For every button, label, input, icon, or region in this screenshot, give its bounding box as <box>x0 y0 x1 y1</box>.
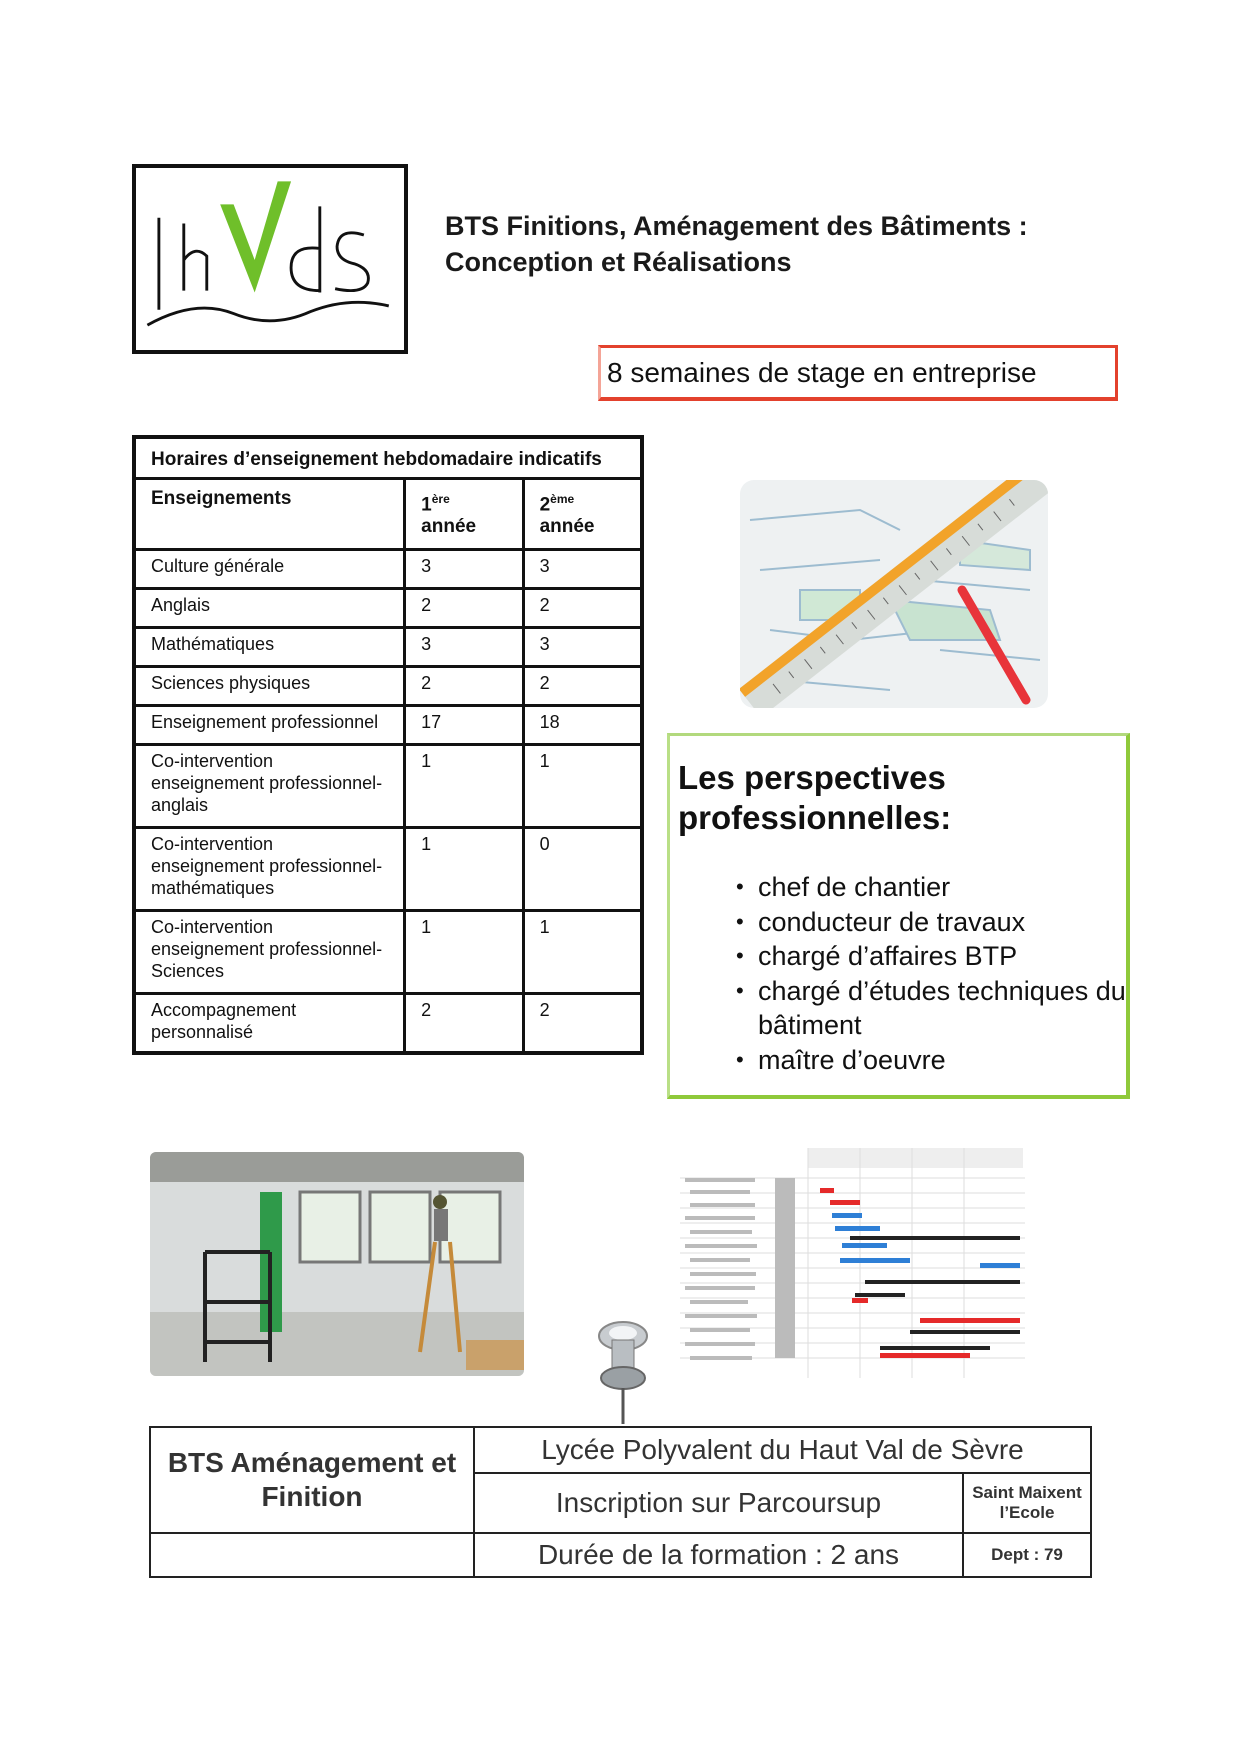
pushpin-icon <box>596 1318 650 1426</box>
table-row <box>134 628 642 667</box>
list-item: • chargé d’affaires BTP <box>736 939 1126 974</box>
row-subject: Accompagnement personnalisé <box>134 994 405 1054</box>
schedule-table <box>132 435 644 1055</box>
table-row <box>134 550 642 589</box>
row-subject: Co-intervention enseignement professionnel-Sciences <box>134 911 405 994</box>
row-subject: Co-intervention enseignement professionnel-mathématiques <box>134 828 405 911</box>
table-row <box>134 706 642 745</box>
list-item: • conducteur de travaux <box>736 905 1126 940</box>
perspectives-title: Les perspectives professionnelles: <box>678 759 952 836</box>
row-subject: Enseignement professionnel <box>134 706 405 745</box>
header-year-1-num: 1 <box>421 494 432 516</box>
inscription-info: Inscription sur Parcoursup <box>474 1473 963 1533</box>
gantt-chart-image <box>680 1148 1025 1388</box>
department-info: Dept : 79 <box>963 1533 1091 1577</box>
row-year-1: 1 <box>405 828 523 911</box>
row-subject: Co-intervention enseignement professionnel-anglais <box>134 745 405 828</box>
header-year-1-word: année <box>421 516 477 538</box>
header-year-1 <box>405 479 523 550</box>
header-year-2-num: 2 <box>539 494 551 516</box>
row-year-1: 1 <box>405 745 523 828</box>
ruler-plan-photo <box>740 480 1048 708</box>
row-year-2: 3 <box>523 550 642 589</box>
row-year-1: 2 <box>405 589 523 628</box>
row-year-2: 0 <box>523 828 642 911</box>
list-item: • chargé d’études techniques du bâtiment <box>736 974 1126 1043</box>
row-subject: Culture générale <box>134 550 405 589</box>
list-item: • maître d’oeuvre <box>736 1043 1126 1078</box>
perspectives-list <box>736 870 1126 1077</box>
row-subject: Sciences physiques <box>134 667 405 706</box>
row-subject: Anglais <box>134 589 405 628</box>
row-year-1: 3 <box>405 550 523 589</box>
row-subject: Mathématiques <box>134 628 405 667</box>
row-year-1: 1 <box>405 911 523 994</box>
schedule-caption: Horaires d’enseignement hebdomadaire indicatifs <box>134 437 642 479</box>
header-year-2 <box>523 479 642 550</box>
table-row <box>134 589 642 628</box>
table-row <box>134 911 642 994</box>
table-row <box>134 994 642 1054</box>
program-name: BTS Aménagement et Finition <box>150 1427 474 1533</box>
row-year-1: 2 <box>405 667 523 706</box>
page-title <box>445 208 1145 280</box>
worksite-photo <box>150 1152 524 1376</box>
logo-v-mark <box>220 181 291 292</box>
school-logo <box>132 164 408 354</box>
footer-info-table <box>149 1426 1092 1578</box>
row-year-2: 2 <box>523 667 642 706</box>
title-line-1: BTS Finitions, Aménagement des Bâtiments : <box>445 211 1028 241</box>
row-year-1: 17 <box>405 706 523 745</box>
header-subject: Enseignements <box>134 479 405 550</box>
row-year-2: 2 <box>523 589 642 628</box>
row-year-2: 1 <box>523 745 642 828</box>
row-year-2: 3 <box>523 628 642 667</box>
school-name: Lycée Polyvalent du Haut Val de Sèvre <box>474 1427 1091 1473</box>
table-row <box>134 745 642 828</box>
duration-info: Durée de la formation : 2 ans <box>474 1533 963 1577</box>
city-name: Saint Maixent l’Ecole <box>963 1473 1091 1533</box>
header-year-2-sup: ème <box>550 492 575 506</box>
row-year-2: 2 <box>523 994 642 1054</box>
table-row <box>134 828 642 911</box>
row-year-1: 2 <box>405 994 523 1054</box>
footer-empty-cell <box>150 1533 474 1577</box>
list-item: • chef de chantier <box>736 870 1126 905</box>
row-year-2: 18 <box>523 706 642 745</box>
title-line-2: Conception et Réalisations <box>445 247 792 277</box>
perspectives-box <box>667 733 1130 1099</box>
row-year-2: 1 <box>523 911 642 994</box>
header-year-2-word: année <box>539 516 595 538</box>
row-year-1: 3 <box>405 628 523 667</box>
header-year-1-sup: ère <box>431 492 450 506</box>
stage-box: 8 semaines de stage en entreprise <box>598 345 1118 401</box>
logo-graphic <box>136 168 404 350</box>
table-row <box>134 667 642 706</box>
